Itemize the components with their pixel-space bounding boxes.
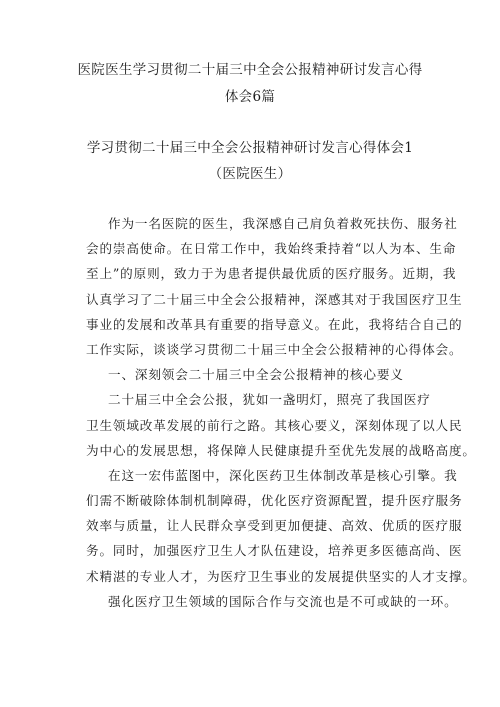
body-line: 工作实际，谈谈学习贯彻二十届三中全会公报精神的心得体会。 xyxy=(86,341,463,357)
article-title: 学习贯彻二十届三中全会公报精神研讨发言心得体会1 xyxy=(86,140,414,156)
body-line: 认真学习了二十届三中全会公报精神，深感其对于我国医疗卫生 xyxy=(86,291,463,307)
body-line: 术精湛的专业人才，为医疗卫生事业的发展提供坚实的人才支撑。 xyxy=(86,568,476,584)
body-line: 会的崇高使命。在日常工作中，我始终秉持着“以人为本、生命 xyxy=(86,241,457,257)
body-line: 们需不断破除体制机制障碍，优化医疗资源配置，提升医疗服务 xyxy=(86,493,463,509)
body-line: 二十届三中全会公报，犹如一盏明灯，照亮了我国医疗 xyxy=(108,392,431,408)
section-heading: 一、深刻领会二十届三中全会公报精神的核心要义 xyxy=(108,367,404,383)
body-line: 在这一宏伟蓝图中，深化医药卫生体制改革是核心引擎。我 xyxy=(108,467,458,483)
body-line: 至上”的原则，致力于为患者提供最优质的医疗服务。近期，我 xyxy=(86,266,457,282)
document-title-line-1: 医院医生学习贯彻二十届三中全会公报精神研讨发言心得 xyxy=(77,62,423,78)
document-title-line-2: 体会6篇 xyxy=(224,89,276,105)
article-author: （医院医生） xyxy=(208,166,292,182)
body-line: 强化医疗卫生领域的国际合作与交流也是不可或缺的一环。 xyxy=(108,593,458,609)
body-line: 作为一名医院的医生，我深感自己肩负着救死扶伤、服务社 xyxy=(108,216,458,231)
body-line: 事业的发展和改革具有重要的指导意义。在此，我将结合自己的 xyxy=(86,316,463,332)
body-line: 卫生领域改革发展的前行之路。其核心要义，深刻体现了以人民 xyxy=(86,417,463,433)
body-line: 务。同时，加强医疗卫生人才队伍建设，培养更多医德高尚、医 xyxy=(86,543,463,559)
body-line: 效率与质量，让人民群众享受到更加便捷、高效、优质的医疗服 xyxy=(86,518,463,534)
article-body xyxy=(86,211,476,614)
body-line: 为中心的发展思想，将保障人民健康提升至优先发展的战略高度。 xyxy=(86,442,476,458)
